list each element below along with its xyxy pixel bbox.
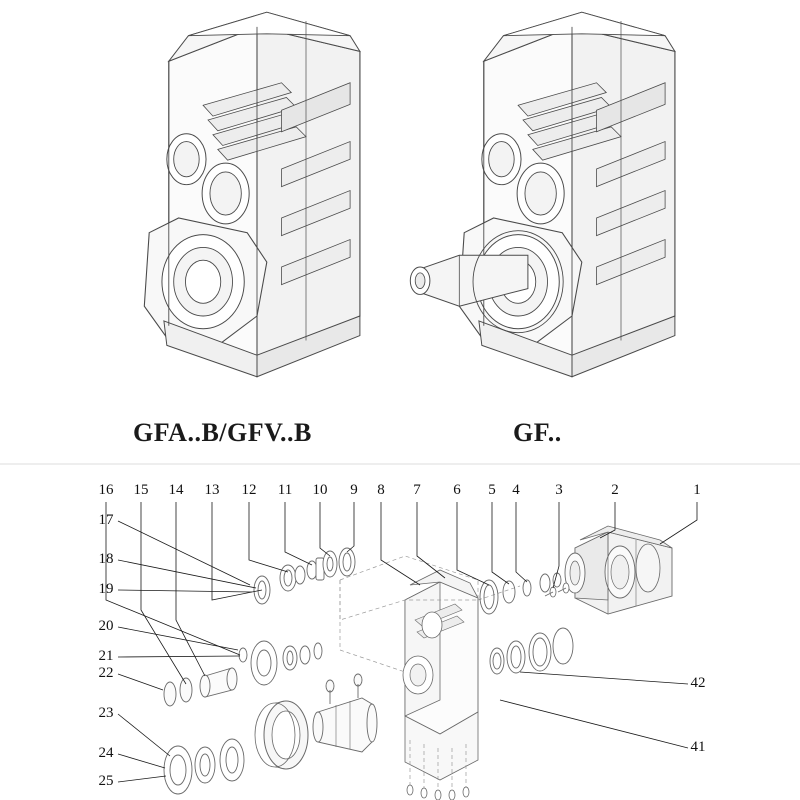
callout-number-16: 16 [98,482,114,498]
gearbox-view-right [410,12,675,377]
caption-gfa-gfv: GFA..B/GFV..B [133,418,312,447]
callout-leaders-right [500,672,688,748]
gearbox-view-left [144,12,360,377]
callout-number-14: 14 [168,482,184,498]
callout-number-20: 20 [98,618,114,634]
callout-number-7: 7 [413,482,421,498]
motor-adapter-assembly [565,526,672,614]
shaft-parts-middle-left [239,641,322,685]
callout-number-2: 2 [611,482,619,498]
callout-number-41: 41 [690,739,706,755]
large-gear [255,701,308,769]
bottom-bolt-parts [407,785,469,800]
callout-number-5: 5 [488,482,496,498]
bearing-parts-bottom-left [164,739,244,794]
pinion-shaft-assembly [164,668,237,706]
callout-number-25: 25 [98,773,114,789]
callout-number-21: 21 [98,648,114,664]
callout-number-3: 3 [555,482,563,498]
callout-number-23: 23 [98,705,114,721]
callout-number-17: 17 [98,512,114,528]
callout-number-10: 10 [312,482,328,498]
callout-number-18: 18 [98,551,114,567]
callout-number-22: 22 [98,665,114,681]
callout-number-42: 42 [690,675,706,691]
output-shaft-splined [313,674,377,752]
caption-gf: GF.. [513,418,562,447]
callout-number-15: 15 [133,482,149,498]
callout-number-4: 4 [512,482,520,498]
callout-number-6: 6 [453,482,461,498]
callout-number-11: 11 [277,482,293,498]
callout-number-8: 8 [377,482,385,498]
ring-parts-right [480,573,573,674]
callout-number-1: 1 [693,482,701,498]
callout-number-12: 12 [241,482,257,498]
callout-number-13: 13 [204,482,220,498]
callout-number-19: 19 [98,581,114,597]
exploded-parts-diagram [106,502,697,800]
callout-number-9: 9 [350,482,358,498]
callout-number-24: 24 [98,745,114,761]
